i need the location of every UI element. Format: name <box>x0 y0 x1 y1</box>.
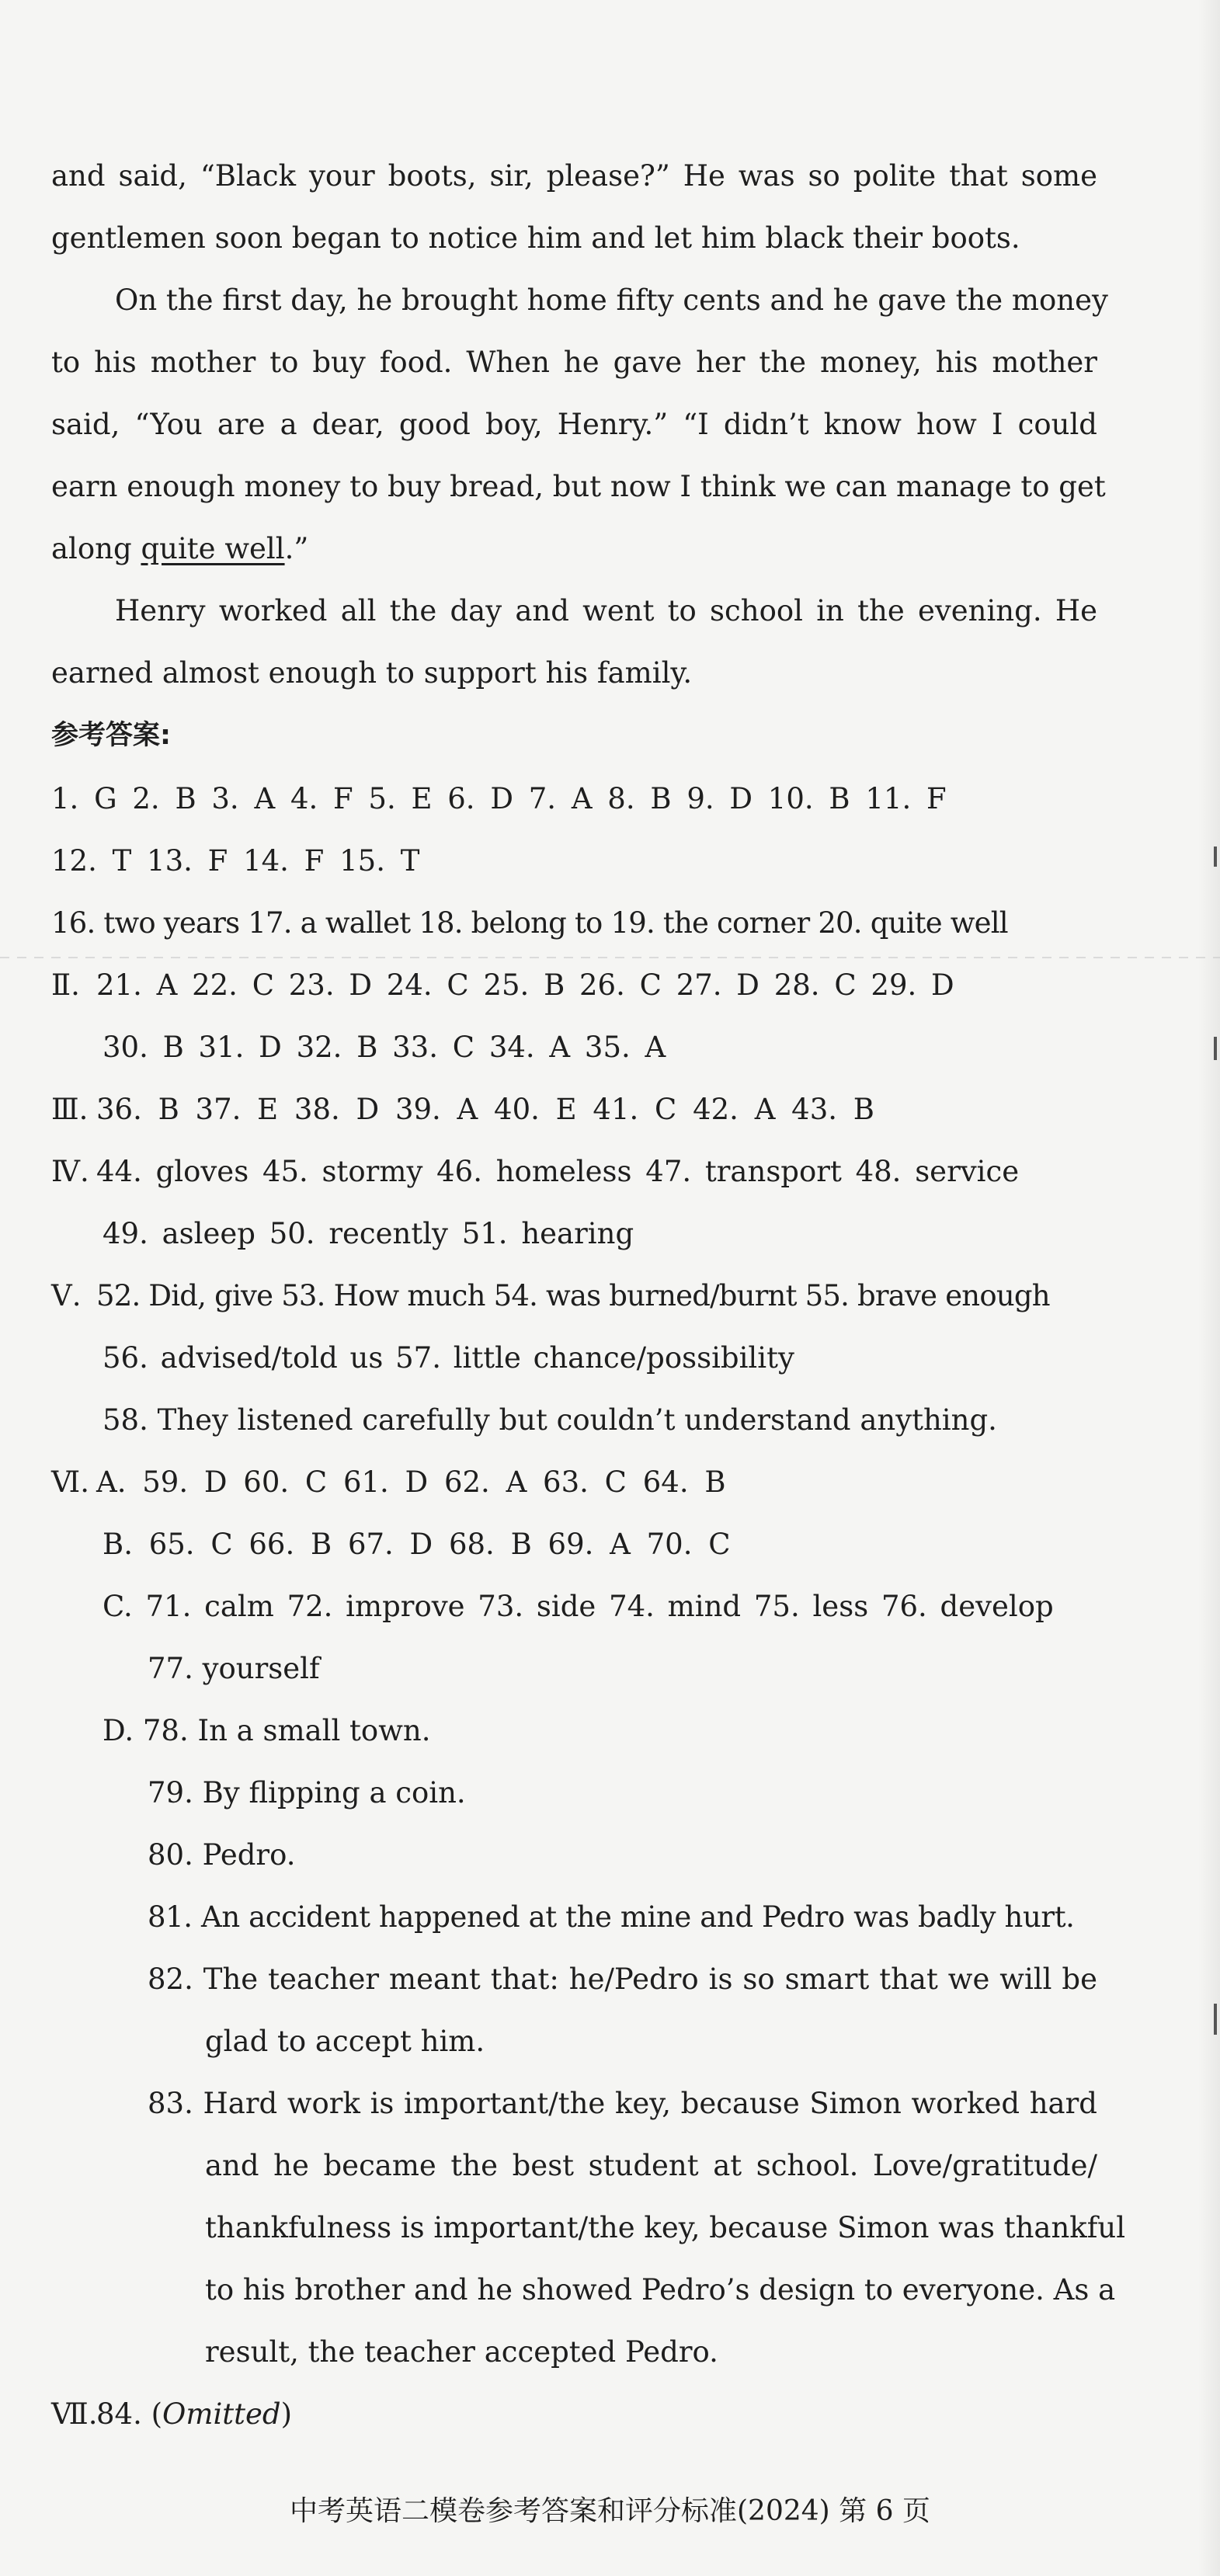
answer-line: 56. advised/told us 57. little chance/possibility <box>103 1341 794 1375</box>
story-line: said, “You are a dear, good boy, Henry.” “I didn’t know how I could <box>51 408 1097 441</box>
answer-line: thankfulness is important/the key, because Simon was thankful <box>205 2211 1126 2244</box>
answers-heading: 参考答案: <box>51 720 171 751</box>
scan-edge-shadow <box>1198 0 1220 2576</box>
answer-text: 84. ( <box>96 2397 163 2431</box>
answer-line: 44. gloves 45. stormy 46. homeless 47. transport 48. service <box>96 1155 1020 1188</box>
answer-line: glad to accept him. <box>205 2025 485 2058</box>
answer-line: 1. G 2. B 3. A 4. F 5. E 6. D 7. A 8. B 9. D 10. B 11. F <box>51 782 947 815</box>
answer-line: and he became the best student at school. Love/gratitude/ <box>205 2149 1097 2182</box>
answer-line: 36. B 37. E 38. D 39. A 40. E 41. C 42. A 43. B <box>96 1093 874 1126</box>
scan-mark <box>1214 2004 1217 2035</box>
section-number: Ⅳ. <box>51 1155 89 1188</box>
answer-line: 83. Hard work is important/the key, because Simon worked hard <box>148 2087 1097 2120</box>
page-footer: 中考英语二模卷参考答案和评分标准(2024) 第 6 页 <box>290 2495 930 2527</box>
answer-line: 21. A 22. C 23. D 24. C 25. B 26. C 27. D 28. C 29. D <box>96 968 954 1002</box>
answer-line: 52. Did, give 53. How much 54. was burned/burnt 55. brave enough <box>96 1279 1050 1312</box>
scan-mark <box>1214 846 1217 867</box>
story-line: and said, “Black your boots, sir, please?” He was so polite that some <box>51 159 1097 193</box>
answer-line <box>96 2397 293 2431</box>
section-number: Ⅴ. <box>51 1279 82 1312</box>
scan-mark <box>1214 1037 1217 1060</box>
answer-line: 16. two years 17. a wallet 18. belong to 19. the corner 20. quite well <box>51 906 1008 940</box>
answer-line: result, the teacher accepted Pedro. <box>205 2335 718 2369</box>
answer-line: 30. B 31. D 32. B 33. C 34. A 35. A <box>103 1031 666 1064</box>
story-line: earn enough money to buy bread, but now I think we can manage to get <box>51 470 1106 503</box>
answer-line: B. 65. C 66. B 67. D 68. B 69. A 70. C <box>103 1528 731 1561</box>
answer-line: 12. T 13. F 14. F 15. T <box>51 844 420 878</box>
answer-text: ) <box>280 2397 293 2431</box>
section-number: Ⅱ. <box>51 968 80 1002</box>
answer-line: 80. Pedro. <box>148 1838 296 1872</box>
story-line <box>51 534 308 563</box>
story-line: to his mother to buy food. When he gave her the money, his mother <box>51 346 1097 379</box>
underlined-phrase: quite well <box>141 532 285 565</box>
story-text: .” <box>284 532 309 565</box>
answer-line: 49. asleep 50. recently 51. hearing <box>103 1217 634 1250</box>
story-line: gentlemen soon began to notice him and let him black their boots. <box>51 221 1020 255</box>
section-number: Ⅲ. <box>51 1093 89 1126</box>
answer-line: to his brother and he showed Pedro’s design to everyone. As a <box>205 2273 1116 2307</box>
answer-line: C. 71. calm 72. improve 73. side 74. mind 75. less 76. develop <box>103 1590 1054 1623</box>
answer-line: A. 59. D 60. C 61. D 62. A 63. C 64. B <box>96 1465 726 1499</box>
omitted-text: Omitted <box>162 2397 281 2431</box>
scan-line <box>0 957 1220 958</box>
story-line: On the first day, he brought home fifty cents and he gave the money <box>115 283 1108 317</box>
answer-line: 81. An accident happened at the mine and Pedro was badly hurt. <box>148 1900 1075 1934</box>
section-number: Ⅶ. <box>51 2397 98 2431</box>
answer-line: 79. By flipping a coin. <box>148 1776 466 1809</box>
story-line: Henry worked all the day and went to school in the evening. He <box>115 594 1097 627</box>
answer-line: 58. They listened carefully but couldn’t understand anything. <box>103 1403 997 1437</box>
section-number: Ⅵ. <box>51 1465 89 1499</box>
story-text: along <box>51 532 141 565</box>
answer-line: D. 78. In a small town. <box>103 1714 431 1747</box>
answer-line: 82. The teacher meant that: he/Pedro is so smart that we will be <box>148 1962 1097 1996</box>
story-line: earned almost enough to support his family. <box>51 656 693 690</box>
answer-line: 77. yourself <box>148 1652 320 1685</box>
